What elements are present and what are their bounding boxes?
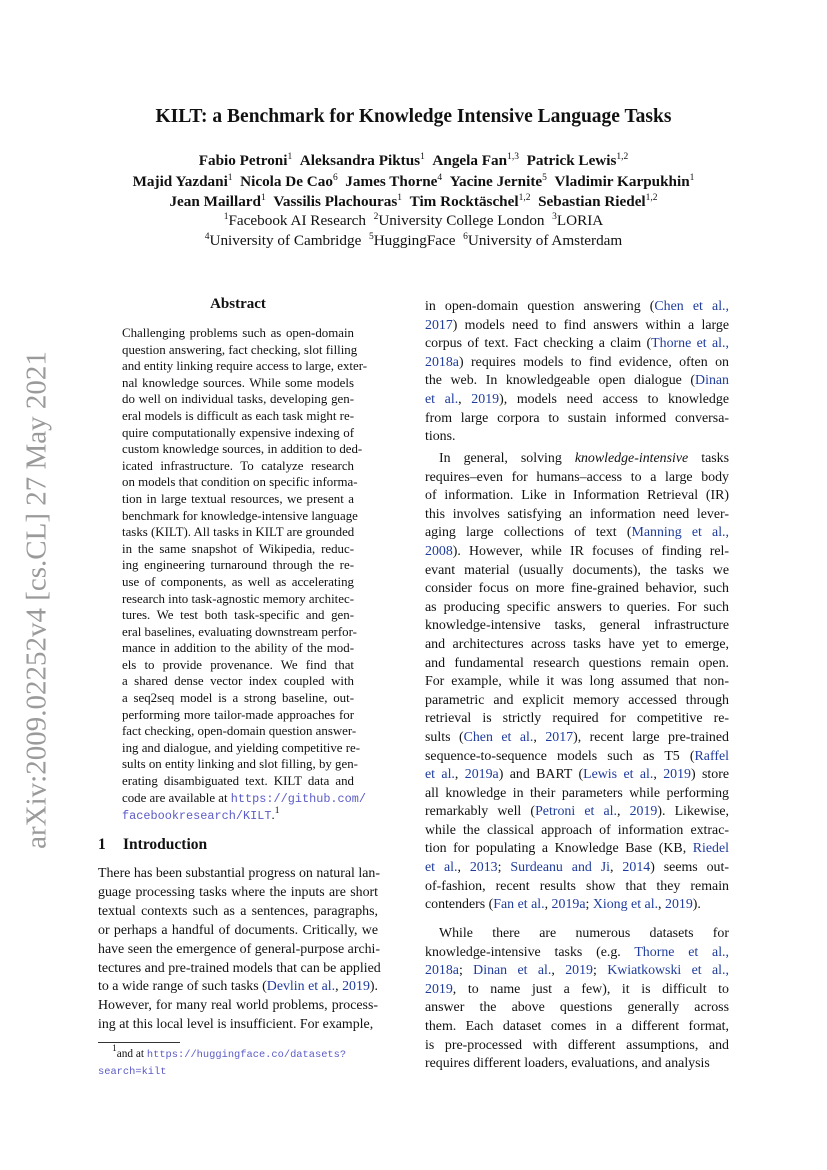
text-line <box>425 925 729 944</box>
citation-link[interactable]: Riedel <box>692 841 729 857</box>
text-line <box>425 878 729 897</box>
text-span: use of components, as well as accelerating <box>122 574 354 589</box>
text-span: a seq2seq model is a strong baseline, out- <box>122 691 354 706</box>
text-span: all knowledge in their parameters while performing <box>425 785 729 801</box>
text-span: in the same snapshot of Wikipedia, reduc- <box>122 541 354 556</box>
text-span: tasks <box>688 451 729 466</box>
text-span: while the classical approach of information extrac- <box>425 822 729 838</box>
affiliation-row <box>0 212 827 230</box>
text-line <box>425 766 729 785</box>
text-line <box>425 655 729 674</box>
text-span: ) and BART ( <box>498 767 584 783</box>
text-span: While there are numerous datasets for <box>439 926 729 941</box>
text-line <box>122 773 354 790</box>
text-line <box>425 617 729 636</box>
citation-link[interactable]: et al. <box>425 767 455 783</box>
text-line <box>98 960 381 979</box>
citation-link[interactable]: Devlin et al. <box>266 979 336 995</box>
affiliation-name: Facebook AI Research <box>228 212 366 229</box>
citation-link[interactable]: 2019 <box>342 979 370 995</box>
abstract-text <box>122 325 368 825</box>
text-span: , <box>653 767 664 783</box>
footnote-marker[interactable]: 1 <box>112 1044 117 1054</box>
text-span: , <box>544 897 552 913</box>
text-line <box>122 508 358 525</box>
text-span: ) models need to find answers within a large <box>452 317 729 333</box>
affiliation-marker: 1,2 <box>645 193 658 203</box>
text-line <box>122 723 357 740</box>
citation-link[interactable]: 2019 <box>665 897 693 913</box>
text-line <box>122 524 354 541</box>
affiliation-marker: 5 <box>368 232 374 242</box>
text-span: mance in addition to the ability of the mod- <box>122 641 354 656</box>
text-line <box>122 624 357 641</box>
citation-link[interactable]: Petroni et al. <box>535 804 617 820</box>
text-line <box>425 298 729 317</box>
text-line <box>122 541 354 558</box>
text-span: tectures and pre-trained models that can be applied <box>98 960 381 976</box>
text-span: and at <box>116 1048 147 1060</box>
text-span: quire computationally expensive indexing of <box>122 425 354 440</box>
text-line <box>425 543 729 562</box>
text-line <box>425 524 729 543</box>
author-name: Tim Rocktäschel <box>409 193 519 210</box>
text-span: However, for many real world problems, process- <box>98 998 378 1014</box>
text-span: erating disambiguated text. KILT data and <box>122 774 354 789</box>
text-line <box>122 458 354 475</box>
text-span: ; <box>585 897 593 913</box>
author-name: Vladimir Karpukhin <box>554 173 690 190</box>
author-row <box>0 173 827 191</box>
citation-link[interactable]: Chen et al., <box>654 299 730 314</box>
text-span: knowledge-intensive tasks, general infrastructure <box>425 618 729 634</box>
text-span: tion in large textual resources, we present a <box>122 491 354 506</box>
text-line <box>122 358 368 375</box>
text-line <box>425 428 729 447</box>
section-number: 1 <box>98 836 106 853</box>
text-span: in open-domain question answering ( <box>425 299 655 314</box>
text-span: In general, solving <box>439 451 575 466</box>
text-span: , <box>616 804 630 820</box>
text-span: benchmark for knowledge-intensive language <box>122 508 358 523</box>
text-line <box>425 962 729 981</box>
intro-paragraph-4 <box>425 925 729 1074</box>
text-span: , <box>551 963 566 979</box>
affiliation-marker: 1 <box>397 193 403 203</box>
text-line <box>425 317 729 336</box>
text-span: ing and dialogue, and yielding competitive re- <box>122 740 361 755</box>
text-span: ). <box>692 897 701 913</box>
text-line <box>425 710 729 729</box>
text-line <box>98 884 378 903</box>
text-line <box>98 1016 378 1035</box>
text-line <box>425 580 729 599</box>
citation-link[interactable]: Dinan et al. <box>473 963 552 979</box>
text-span: custom knowledge sources, in addition to ded- <box>122 442 363 457</box>
text-span: ) requires models to find evidence, often on <box>458 354 729 370</box>
citation-link[interactable]: Chen et al. <box>463 729 534 745</box>
text-line <box>425 944 729 963</box>
text-line <box>425 636 729 655</box>
text-span: have seen the emergence of general-purpose archi- <box>98 941 381 957</box>
text-span: question answering, fact checking, slot filling <box>122 342 358 357</box>
text-span: and fundamental research questions remain open. <box>425 655 729 671</box>
citation-link[interactable]: Dinan <box>695 373 729 389</box>
text-span: of information. Like in Information Retrieval (IR) <box>425 488 729 504</box>
text-line <box>425 469 729 488</box>
author-name: Patrick Lewis <box>526 152 617 169</box>
text-span: of-fashion, recent results show that they remain <box>425 878 729 894</box>
text-line <box>98 978 378 997</box>
citation-link[interactable]: 2019 <box>565 963 593 979</box>
text-line <box>425 999 729 1018</box>
citation-link[interactable]: Thorne et al., <box>651 336 729 352</box>
citation-link[interactable]: et al. <box>425 391 459 407</box>
text-span: fact checking, open-domain question answer- <box>122 724 357 739</box>
text-span: parametric and explicit memory accessed through <box>425 692 729 708</box>
text-line <box>122 591 354 608</box>
text-line <box>122 474 358 491</box>
text-span: ). <box>369 979 378 995</box>
affiliation-marker: 5 <box>542 173 547 183</box>
text-span: consider focus on more fine-grained behavior, such <box>425 581 729 597</box>
author-name: Fabio Petroni <box>198 152 288 169</box>
text-line <box>425 981 729 1000</box>
text-line <box>425 487 729 506</box>
author-name: Yacine Jernite <box>449 173 543 190</box>
citation-link[interactable]: 2019 <box>425 981 453 997</box>
text-line <box>122 673 354 690</box>
text-line <box>425 506 729 525</box>
text-line <box>425 410 729 429</box>
text-span: a shared dense vector index coupled with <box>122 674 354 689</box>
text-span: requires–even for humans–access to a large body <box>425 469 729 485</box>
text-line <box>122 690 354 707</box>
text-line <box>122 607 354 624</box>
text-line <box>425 1037 729 1056</box>
emphasis: knowledge-intensive <box>574 451 689 466</box>
section-heading <box>98 836 207 854</box>
text-span: and entity linking require access to large, exter- <box>122 359 368 374</box>
text-span: , <box>658 897 665 913</box>
text-span: tion for populating a Knowledge Base (KB, <box>425 841 693 857</box>
text-span: retrieval is strictly required for competitive re- <box>425 711 729 727</box>
text-span: sults ( <box>425 729 464 745</box>
text-span: evant material (usually documents), the tasks we <box>425 562 729 578</box>
paper-title: KILT: a Benchmark for Knowledge Intensive Language Tasks <box>155 106 672 127</box>
text-span: from large corpora to sustain informed conversa- <box>425 410 729 426</box>
affiliation-marker: 1,3 <box>507 152 519 162</box>
text-span: ing at this local level is insufficient. For example, <box>98 1017 374 1033</box>
text-span: eral models is difficult as each task might re- <box>122 408 354 423</box>
text-span: There has been substantial progress on natural lan- <box>98 866 380 881</box>
affiliation-marker: 1 <box>223 212 229 222</box>
text-span: els to provide provenance. We find that <box>122 657 354 672</box>
text-line <box>122 408 354 425</box>
affiliation-name: HuggingFace <box>373 232 456 249</box>
text-span: corpus of text. Fact checking a claim ( <box>425 336 652 352</box>
text-span: tasks (KILT). All tasks in KILT are grounded <box>122 525 355 540</box>
citation-link[interactable]: 2018a <box>425 963 459 979</box>
text-span: , <box>454 767 465 783</box>
text-line <box>98 1046 388 1063</box>
citation-link[interactable]: 2018a <box>425 354 459 370</box>
text-span: eral baselines, evaluating downstream perfor- <box>122 624 357 639</box>
text-span: ), models need access to knowledge <box>499 391 729 407</box>
text-span: contenders ( <box>425 897 494 913</box>
text-span: . <box>271 808 275 823</box>
text-line <box>98 922 378 941</box>
text-line <box>122 325 354 342</box>
text-line <box>122 790 367 808</box>
citation-link[interactable]: Raffel <box>694 748 729 764</box>
text-span: code are available at <box>122 790 231 805</box>
text-span: , <box>335 979 343 995</box>
intro-paragraph-2 <box>425 298 729 447</box>
text-span: or perhaps a handful of documents. Critically, we <box>98 922 378 938</box>
affiliation-marker: 4 <box>204 232 210 242</box>
intro-paragraph-1 <box>98 865 381 1035</box>
text-line <box>98 941 381 960</box>
author-name: Sebastian Riedel <box>538 193 646 210</box>
text-line <box>425 1018 729 1037</box>
text-line <box>122 342 358 359</box>
text-span: on models that condition on specific informa- <box>122 475 358 490</box>
text-line <box>425 372 729 391</box>
affiliation-marker: 1,2 <box>518 193 531 203</box>
intro-paragraph-3 <box>425 450 729 915</box>
text-line <box>425 335 729 354</box>
affiliation-marker: 4 <box>437 173 443 183</box>
text-span: ; <box>592 963 608 979</box>
citation-link[interactable]: Fan et al. <box>493 897 545 913</box>
text-line <box>425 729 729 748</box>
author-name: Nicola De Cao <box>240 173 333 190</box>
text-span: guage processing tasks where the inputs are short <box>98 884 378 900</box>
footnote <box>98 1046 388 1080</box>
text-line <box>425 859 729 878</box>
citation-link[interactable]: Kwiatkowski et al., <box>607 963 729 979</box>
affiliation-marker: 3 <box>552 212 557 222</box>
text-span: textual contexts such as a sentences, paragraphs, <box>98 903 378 919</box>
text-line <box>98 1063 388 1080</box>
text-line <box>122 740 361 757</box>
text-line <box>425 692 729 711</box>
citation-link[interactable]: Thorne et al., <box>634 944 729 960</box>
text-span: For example, while it was long assumed that non- <box>425 674 729 690</box>
text-span: ing engineering turnaround through the re- <box>122 558 354 573</box>
author-name: James Thorne <box>345 173 438 190</box>
citation-link[interactable]: Xiong et al. <box>592 897 659 913</box>
author-name: Vassilis Plachouras <box>273 193 398 210</box>
text-span: is pre-processed with different assumptions, and <box>425 1037 729 1053</box>
text-span: ) seems out- <box>650 860 729 876</box>
citation-link[interactable]: Lewis et al. <box>583 767 654 783</box>
citation-link[interactable]: 2019 <box>471 391 500 407</box>
text-span: this involves satisfying an information need lever- <box>425 506 729 522</box>
text-line <box>425 896 729 915</box>
text-line <box>122 491 354 508</box>
text-span: ; <box>497 860 511 876</box>
citation-link[interactable]: 2014 <box>622 860 651 876</box>
footnote-marker[interactable]: 1 <box>274 806 280 817</box>
text-span: do well on individual tasks, developing gen- <box>122 392 354 407</box>
text-line <box>122 375 354 392</box>
text-span: Challenging problems such as open-domain <box>122 326 354 340</box>
text-span: , <box>610 860 623 876</box>
text-span: ) store <box>691 767 730 783</box>
author-row <box>0 193 827 211</box>
text-span: as producing specific answers to queries. For such <box>425 599 729 615</box>
author-name: Aleksandra Piktus <box>299 152 421 169</box>
text-line <box>425 673 729 692</box>
citation-link[interactable]: 2013 <box>469 860 498 876</box>
text-line <box>98 865 378 884</box>
text-line <box>122 425 354 442</box>
url-link[interactable]: https://huggingface.co/datasets? <box>146 1049 347 1061</box>
citation-link[interactable]: 2017 <box>425 317 453 333</box>
affiliation-marker: 1 <box>227 173 233 183</box>
affiliation-marker: 2 <box>373 212 379 222</box>
url-link[interactable]: search=kilt <box>98 1066 167 1078</box>
text-line <box>425 450 729 469</box>
text-span: and architectures across tasks have yet to emerge, <box>425 636 729 652</box>
citation-link[interactable]: et al. <box>425 860 458 876</box>
text-span: requires different loaders, evaluations, and analysis <box>425 1056 710 1072</box>
author-name: Angela Fan <box>432 152 508 169</box>
text-line <box>425 840 729 859</box>
text-span: tures. We test both task-specific and gen- <box>122 608 354 623</box>
url-link[interactable]: https://github.com/ <box>230 791 367 806</box>
text-span: research into task-agnostic memory architec- <box>122 591 354 606</box>
text-line <box>425 391 729 410</box>
text-span: the web. In knowledgeable open dialogue ( <box>425 373 696 389</box>
text-span: nal knowledge sources. While some models <box>122 375 354 390</box>
text-span: , <box>533 729 546 745</box>
text-span: to a wide range of such tasks ( <box>98 979 267 995</box>
citation-link[interactable]: Manning et al., <box>631 525 729 541</box>
text-span: icated infrastructure. To catalyze research <box>122 458 354 473</box>
text-span: , <box>458 391 472 407</box>
abstract-heading: Abstract <box>210 296 266 312</box>
text-span: remarkably well ( <box>425 804 536 820</box>
text-line <box>98 997 378 1016</box>
affiliation-name: University of Amsterdam <box>467 232 623 249</box>
author-name: Jean Maillard <box>169 193 261 210</box>
affiliation-marker: 6 <box>463 232 468 242</box>
text-line <box>122 807 354 825</box>
affiliation-marker: 6 <box>332 173 338 183</box>
affiliation-row <box>0 232 827 250</box>
text-span: answer the above questions generally across <box>425 1000 729 1016</box>
text-span: performing more tailor-made approaches for <box>122 707 354 722</box>
text-line <box>122 441 363 458</box>
text-span: sults on entity linking and slot filling, by gen- <box>122 757 358 772</box>
text-line <box>122 640 354 657</box>
section-title: Introduction <box>123 836 208 853</box>
text-line <box>425 803 729 822</box>
text-line <box>425 562 729 581</box>
text-line <box>122 707 354 724</box>
text-span: tions. <box>425 429 456 445</box>
text-line <box>122 574 354 591</box>
author-name: Majid Yazdani <box>132 173 228 190</box>
affiliation-name: LORIA <box>556 212 604 229</box>
text-line <box>122 391 354 408</box>
text-span: ). Likewise, <box>657 804 729 820</box>
text-line <box>425 354 729 373</box>
text-span: , to name just a few), it is difficult to <box>452 981 729 997</box>
affiliation-marker: 1,2 <box>616 152 629 162</box>
affiliation-name: University College London <box>378 212 545 229</box>
citation-link[interactable]: 2017 <box>545 729 574 745</box>
affiliation-name: University of Cambridge <box>209 232 362 249</box>
citation-link[interactable]: Surdeanu and Ji <box>510 860 611 876</box>
citation-link[interactable]: 2019 <box>663 767 691 783</box>
text-span: knowledge-intensive tasks (e.g. <box>425 944 635 960</box>
citation-link[interactable]: 2019a <box>551 897 586 913</box>
citation-link[interactable]: 2019 <box>629 804 658 820</box>
text-span: , <box>457 860 470 876</box>
text-span: ), recent large pre-trained <box>573 729 729 745</box>
footnote-divider <box>98 1042 180 1043</box>
text-line <box>425 748 729 767</box>
text-line <box>425 822 729 841</box>
text-line <box>122 756 358 773</box>
text-span: aging large collections of text ( <box>425 525 632 541</box>
text-line <box>425 785 729 804</box>
text-span: ). However, while IR focuses of finding rel- <box>452 543 729 559</box>
citation-link[interactable]: 2008 <box>425 543 453 559</box>
affiliation-marker: 1 <box>287 152 293 162</box>
affiliation-marker: 1 <box>420 152 425 162</box>
url-link[interactable]: facebookresearch/KILT <box>122 809 272 824</box>
affiliation-marker: 1 <box>261 193 266 203</box>
arxiv-identifier: arXiv:2009.02252v4 [cs.CL] 27 May 2021 <box>20 351 53 849</box>
text-span: ; <box>458 963 474 979</box>
text-line <box>122 557 354 574</box>
text-line <box>98 903 378 922</box>
citation-link[interactable]: 2019a <box>464 767 499 783</box>
author-row <box>0 152 827 170</box>
text-span: sequence-to-sequence models such as T5 ( <box>425 748 695 764</box>
text-line <box>122 657 354 674</box>
affiliation-marker: 1 <box>689 173 695 183</box>
text-line <box>425 599 729 618</box>
text-line <box>425 1055 729 1074</box>
text-span: them. Each dataset comes in a different format, <box>425 1018 729 1034</box>
